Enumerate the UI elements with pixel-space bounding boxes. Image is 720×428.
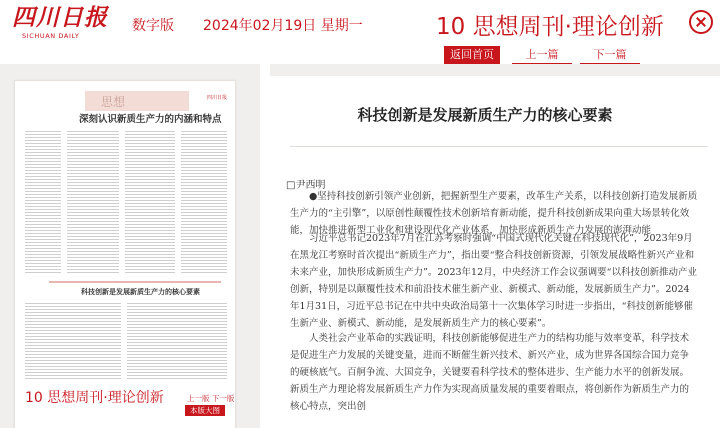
article-title: 科技创新是发展新质生产力的核心要素 [357,106,613,124]
thumbnail-headline-1[interactable]: 深刻认识新质生产力的内涵和特点 [79,114,222,125]
page-thumbnail[interactable] [14,80,236,428]
issue-date: 2024年02月19日 星期一 [203,18,363,34]
article-paragraph: ●坚持科技创新引领产业创新，把握新型生产要素，改革生产关系，以科技创新打造发展新质生产力的“主引擎”，以原创性颠覆性技术创新培育新动能，提升科技创新成果向重大场景转化效能，加快推进新型工业化和建设现代化产业体系，加快形成新质生产力发展的澎湃动能 [290,191,698,236]
thumbnail-text-column [25,131,61,275]
full-page-image-button[interactable]: 本版大图 [185,405,225,416]
next-article-button[interactable]: 下一篇 [580,46,640,64]
thumbnail-text-column [125,131,175,275]
edition-label: 数字版 [132,18,174,34]
sichuan-daily-logo[interactable] [12,5,120,43]
thumbnail-text-column [25,303,121,381]
thumbnail-logo: 四川日报 [207,95,228,101]
thumbnail-page-title: 10 思想周刊·理论创新 [25,390,164,406]
content-top-bar [270,64,720,76]
thumbnail-text-column [127,303,227,381]
page-thumbnail-panel [0,64,260,428]
thumbnail-text-column [67,131,119,275]
page-nav-links[interactable]: 上一版 下一版 [187,394,235,403]
article-paragraph: 人类社会产业革命的实践证明，科技创新能够促进生产力的结构功能与效率变革，科学技术是促进生产力发展的关键变量，进而不断催生新兴技术、新兴产业，成为世界各国综合国力竞争的硬核底气。百舸争流、大国竞争，关键要看科学技术的整体进步、生产能力水平的创新发展。新质生产力理论将发展新质生产力作为实现高质量发展的重要着眼点，将创新作为新质生产力的核心特点，突出创 [290,333,690,412]
header [0,0,720,48]
article-panel [270,64,720,428]
thumbnail-band-text: 思想 [101,95,126,109]
logo-main-text: 四川日报 [12,4,108,31]
article-author: □尹西明 [286,180,326,191]
logo-sub-text: SICHUAN DAILY [22,32,80,40]
back-home-button[interactable]: 返回首页 [444,46,500,64]
thumbnail-highlight [49,281,221,283]
close-icon[interactable] [689,10,713,34]
thumbnail-text-column [181,131,227,275]
prev-article-button[interactable]: 上一篇 [512,46,572,64]
page-title: 10 思想周刊·理论创新 [436,14,664,40]
title-divider [290,146,708,147]
article-paragraph: 习近平总书记2023年7月在江苏考察时强调“中国式现代化关键在科技现代化”，2023年9月在黑龙江考察时首次提出“新质生产力”，指出要“整合科技创新资源，引领发展战略性新兴产业和未来产业，加快形成新质生产力”。2023年12月，中央经济工作会议强调要“以科技创新推动产业创新，特别是以颠覆性技术和前沿技术催生新产业、新模式、新动能，发展新质生产力”。2024年1月31日，习近平总书记在中共中央政治局第十一次集体学习时进一步指出，“科技创新能够催生新产业、新模式、新动能，是发展新质生产力的核心要素”。 [290,233,697,329]
thumbnail-headline-2[interactable]: 科技创新是发展新质生产力的核心要素 [81,288,200,296]
